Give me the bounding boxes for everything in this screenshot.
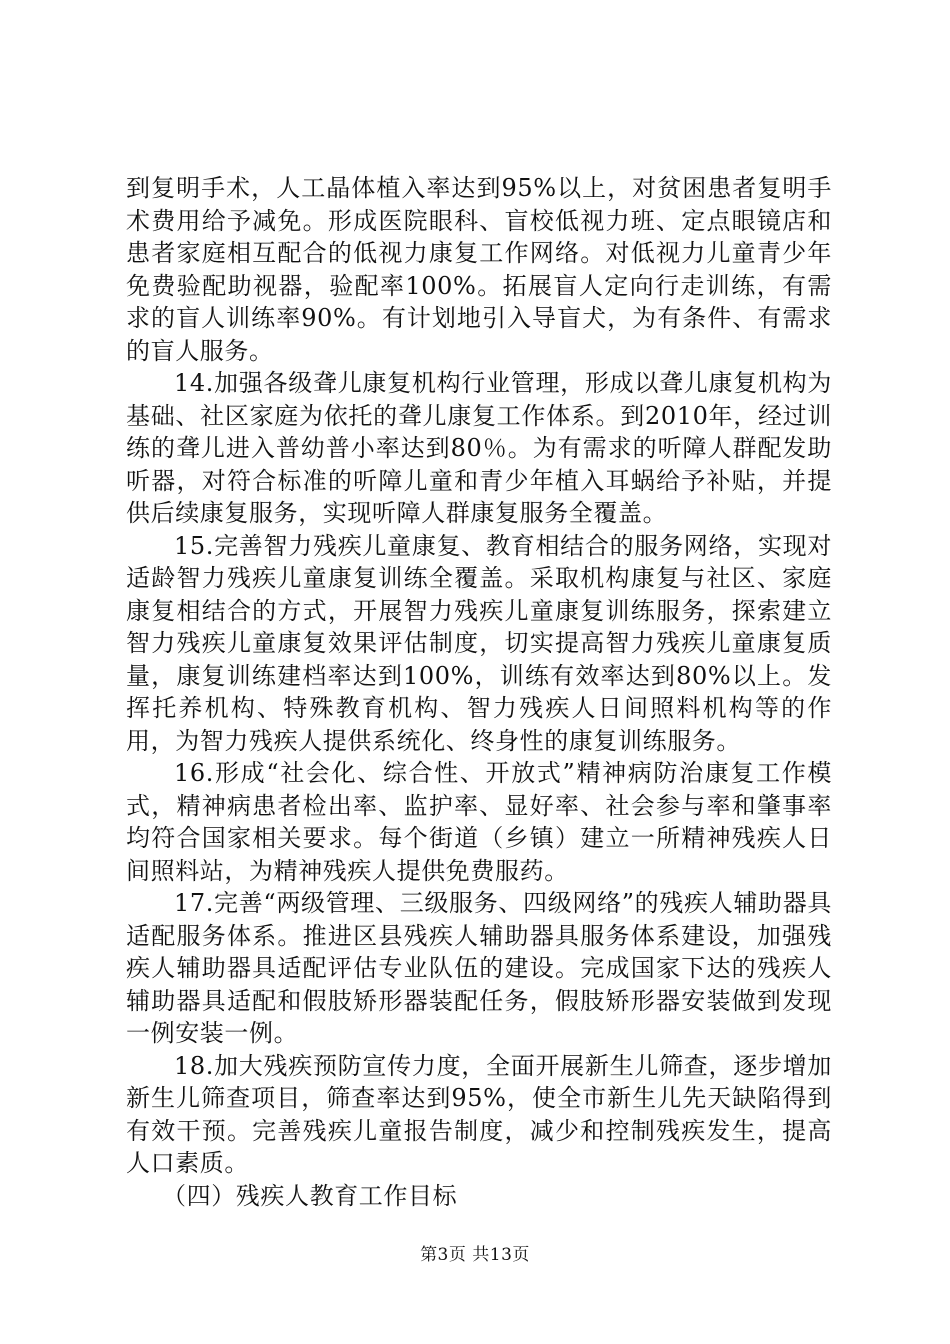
page-number-footer: 第3页 共13页: [420, 1245, 530, 1265]
section-heading: （四）残疾人教育工作目标: [162, 1181, 458, 1210]
document-body: [126, 172, 832, 1212]
paragraph-17: 17.完善“两级管理、三级服务、四级网络”的残疾人辅助器具适配服务体系。推进区县残疾人辅助器具服务体系建设，加强残疾人辅助器具适配评估专业队伍的建设。完成国家下达的残疾人辅助器具适配和假肢矫形器装配任务，假肢矫形器安装做到发现一例安装一例。: [126, 889, 832, 1047]
paragraph-13-continued: 到复明手术，人工晶体植入率达到95%以上，对贫困患者复明手术费用给予减免。形成医院眼科、盲校低视力班、定点眼镜店和患者家庭相互配合的低视力康复工作网络。对低视力儿童青少年免费验配助视器，验配率100%。拓展盲人定向行走训练，有需求的盲人训练率90%。有计划地引入导盲犬，为有条件、有需求的盲人服务。: [126, 174, 832, 365]
paragraph-14: 14.加强各级聋儿康复机构行业管理，形成以聋儿康复机构为基础、社区家庭为依托的聋儿康复工作体系。到2010年，经过训练的聋儿进入普幼普小率达到80％。为有需求的听障人群配发助听器，对符合标准的听障儿童和青少年植入耳蜗给予补贴，并提供后续康复服务，实现听障人群康复服务全覆盖。: [126, 369, 832, 527]
paragraph-18: 18.加大残疾预防宣传力度，全面开展新生儿筛查，逐步增加新生儿筛查项目，筛查率达到95%，使全市新生儿先天缺陷得到有效干预。完善残疾儿童报告制度，减少和控制残疾发生，提高人口素质。: [126, 1051, 832, 1177]
paragraph-15: 15.完善智力残疾儿童康复、教育相结合的服务网络，实现对适龄智力残疾儿童康复训练全覆盖。采取机构康复与社区、家庭康复相结合的方式，开展智力残疾儿童康复训练服务，探索建立智力残疾儿童康复效果评估制度，切实提高智力残疾儿童康复质量，康复训练建档率达到100%，训练有效率达到80%以上。发挥托养机构、特殊教育机构、智力残疾人日间照料机构等的作用，为智力残疾人提供系统化、终身性的康复训练服务。: [126, 531, 832, 755]
paragraph-16: 16.形成“社会化、综合性、开放式”精神病防治康复工作模式，精神病患者检出率、监护率、显好率、社会参与率和肇事率均符合国家相关要求。每个街道（乡镇）建立一所精神残疾人日间照料站，为精神残疾人提供免费服药。: [126, 759, 832, 885]
